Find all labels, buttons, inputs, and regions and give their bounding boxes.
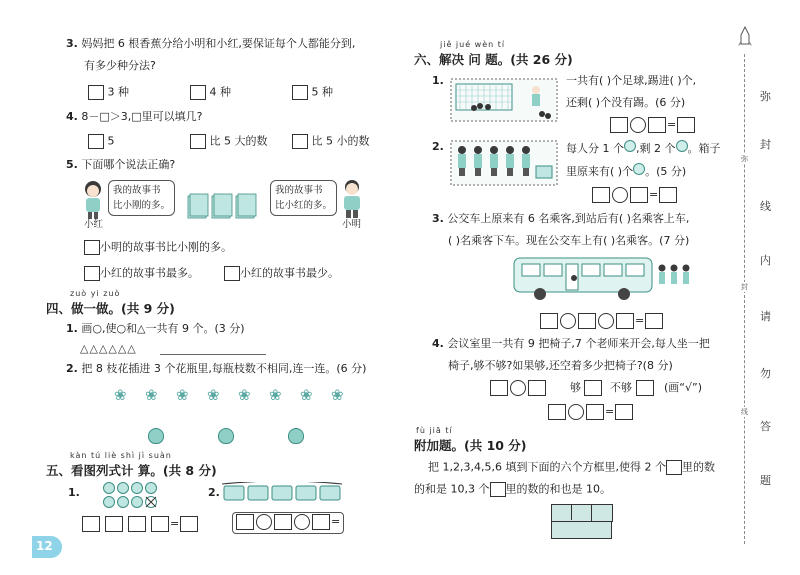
text-part: 里原来有( )个 (566, 165, 634, 178)
question-3 (432, 212, 689, 226)
bubble-line: 我的故事书 (113, 185, 161, 196)
option-label: 比 5 小的数 (311, 134, 370, 148)
boy-illustration (338, 178, 366, 220)
section-pinyin: fù jiā tí (416, 426, 453, 435)
flower-icon[interactable]: ❀ (300, 386, 313, 404)
seal-char: 答 (760, 420, 771, 433)
girl-illustration (80, 180, 106, 220)
flower-icon[interactable]: ❀ (238, 386, 251, 404)
option-label: 3 种 (107, 85, 129, 99)
hint-text: (画“√”) (664, 381, 702, 394)
grid-cell[interactable] (592, 521, 612, 539)
equals-sign: = (635, 314, 645, 327)
vase-icon[interactable] (218, 428, 234, 444)
children-group-illustration (450, 140, 558, 186)
cups-illustration (222, 482, 350, 504)
option-a (88, 134, 115, 149)
question-number: 1. (68, 486, 80, 499)
operator-circle[interactable] (612, 187, 628, 203)
section-pinyin: jiě jué wèn tí (440, 40, 506, 49)
question-4 (432, 337, 710, 351)
flower-icon[interactable]: ❀ (114, 386, 127, 404)
checkbox[interactable] (88, 85, 104, 100)
checkbox[interactable] (224, 266, 240, 281)
bubble-line: 比小红的多。 (275, 200, 333, 211)
question-text: 一共有( )个足球,踢进( )个, (566, 74, 697, 87)
answer-box[interactable] (659, 187, 677, 203)
seal-char: 弥 (760, 90, 771, 103)
not-enough-label: 不够 (610, 381, 632, 394)
not-enough-checkbox[interactable] (636, 380, 654, 396)
section-title: 附加题。(共 10 分) (414, 438, 527, 453)
seal-char: 勿 (760, 367, 771, 380)
checkbox[interactable] (292, 134, 308, 149)
question-text-line2: 椅子,够不够?如果够,还空着多少把椅子?(8 分) (448, 359, 673, 372)
box-icon (666, 460, 682, 475)
checkbox[interactable] (84, 266, 100, 281)
answer-box[interactable] (82, 516, 100, 532)
question-text (566, 140, 721, 156)
equals-sign: = (605, 405, 615, 418)
bubble-line: 我的故事书 (275, 185, 323, 196)
page-number: 12 (36, 539, 53, 553)
section-title: 五、看图列式计 算。(共 8 分) (46, 463, 217, 478)
question-text: 公交车上原来有 6 名乘客,到站后有( )名乘客上车, (447, 212, 690, 225)
section-pinyin: kàn tú liè shì jì suàn (70, 451, 172, 460)
flower-icon[interactable]: ❀ (207, 386, 220, 404)
question-number: 3. (66, 37, 78, 50)
flower-icon[interactable]: ❀ (269, 386, 282, 404)
seal-small-char: 线 (741, 408, 748, 416)
checkbox[interactable] (190, 85, 206, 100)
section-pinyin: zuò yi zuò (70, 289, 121, 298)
option-c (292, 85, 333, 100)
equals-sign: = (331, 515, 341, 528)
option-label: 4 种 (209, 85, 231, 99)
answer-box[interactable] (615, 404, 633, 420)
circles-illustration (102, 481, 160, 511)
question-text: 8－□＞3,□里可以填几? (81, 110, 203, 123)
box-icon (490, 482, 506, 497)
bus-illustration (512, 252, 702, 302)
text-part: ,剩 2 个 (636, 142, 676, 155)
soccer-goal-illustration (450, 78, 558, 122)
option-label: 小红的故事书最多。 (100, 266, 199, 280)
question-4-2 (66, 362, 366, 376)
answer-box[interactable] (312, 514, 330, 530)
answer-box[interactable] (180, 516, 198, 532)
operator-circle[interactable] (568, 404, 584, 420)
seal-dashed-line (744, 54, 745, 544)
operator-circle[interactable] (510, 380, 526, 396)
answer-box[interactable] (616, 313, 634, 329)
name-label-left: 小红 (84, 219, 104, 230)
answer-box[interactable] (586, 404, 604, 420)
question-3 (66, 37, 355, 51)
option-b (190, 85, 231, 100)
speech-bubble-right (270, 180, 337, 216)
answer-box[interactable] (105, 516, 123, 532)
text-part: 每人分 1 个 (566, 142, 624, 155)
answer-box[interactable] (592, 187, 610, 203)
answer-box[interactable] (274, 514, 292, 530)
grid-cell[interactable] (572, 521, 593, 539)
question-text: 会议室里一共有 9 把椅子,7 个老师来开会,每人坐一把 (447, 337, 710, 350)
question-text-line2: ( )名乘客下车。现在公交车上有( )名乘客。(7 分) (448, 234, 690, 247)
extra-text-line2 (414, 482, 611, 497)
option-label: 比 5 大的数 (209, 134, 268, 148)
apple-icon (624, 140, 636, 152)
option-a (84, 240, 232, 255)
text-part: 里的数的和也是 10。 (505, 482, 611, 496)
option-label: 5 (107, 134, 115, 148)
question-number: 2. (208, 486, 220, 499)
section-title: 四、做一做。(共 9 分) (46, 301, 175, 316)
text-part: 的和是 10,3 个 (414, 482, 490, 496)
grid-cell[interactable] (591, 504, 613, 522)
question-text: 画○,使○和△一共有 9 个。(3 分) (81, 322, 245, 335)
operator-circle[interactable] (294, 514, 310, 530)
extra-text-line1 (428, 460, 715, 475)
checkbox[interactable] (88, 134, 104, 149)
question-text-line2: 还剩( )个没有踢。(6 分) (566, 96, 686, 109)
checkbox[interactable] (190, 134, 206, 149)
question-number: 4. (66, 110, 78, 123)
question-number: 5. (66, 158, 78, 171)
answer-box[interactable] (528, 380, 546, 396)
question-number: 2. (66, 362, 78, 375)
section-title: 六、解决 问 题。(共 26 分) (414, 52, 573, 67)
bubble-line: 比小刚的多。 (113, 200, 171, 211)
vase-icon[interactable] (288, 428, 304, 444)
question-text: 妈妈把 6 根香蕉分给小明和小红,要保证每个人都能分到, (81, 37, 356, 50)
equals-sign: = (667, 118, 677, 131)
checkbox[interactable] (292, 85, 308, 100)
option-label: 小明的故事书比小刚的多。 (100, 240, 232, 254)
operator-circle[interactable] (598, 313, 614, 329)
answer-box[interactable] (648, 117, 666, 133)
answer-box[interactable] (677, 117, 695, 133)
answer-box[interactable] (236, 514, 254, 530)
speech-bubble-left (108, 180, 175, 216)
answer-line[interactable] (160, 354, 266, 355)
answer-box[interactable] (645, 313, 663, 329)
answer-box[interactable] (490, 380, 508, 396)
option-b (190, 134, 268, 149)
seal-char: 请 (760, 310, 771, 323)
equals-sign: = (170, 517, 180, 530)
option-c (224, 266, 339, 281)
answer-box[interactable] (548, 404, 566, 420)
question-number: 1. (432, 74, 444, 87)
question-number: 1. (66, 322, 78, 335)
question-text: 把 8 枝花插进 3 个花瓶里,每瓶枝数不相同,连一连。(6 分) (81, 362, 367, 375)
option-b (84, 266, 199, 281)
option-label: 小红的故事书最少。 (240, 266, 339, 280)
seal-small-char: 弥 (741, 155, 748, 163)
operator-circle[interactable] (560, 313, 576, 329)
answer-box[interactable] (540, 313, 558, 329)
flower-icon[interactable]: ❀ (331, 386, 344, 404)
text-part: 。(5 分) (645, 165, 687, 178)
question-number: 2. (432, 140, 444, 153)
vase-icon[interactable] (148, 428, 164, 444)
text-part: 里的数 (681, 460, 715, 474)
option-label: 5 种 (311, 85, 333, 99)
answer-box[interactable] (630, 187, 648, 203)
operator-circle[interactable] (256, 514, 272, 530)
enough-label: 够 (570, 381, 581, 394)
question-text: 下面哪个说法正确? (81, 158, 176, 171)
equals-sign: = (649, 188, 659, 201)
enough-checkbox[interactable] (584, 380, 602, 396)
answer-box[interactable] (610, 117, 628, 133)
option-c (292, 134, 370, 149)
question-number: 3. (432, 212, 444, 225)
text-part: 把 1,2,3,4,5,6 填到下面的六个方框里,使得 2 个 (428, 460, 666, 474)
seal-small-char: 封 (741, 283, 748, 291)
answer-box[interactable] (128, 516, 146, 532)
rocket-icon (738, 26, 752, 50)
question-5 (66, 158, 175, 172)
question-number: 4. (432, 337, 444, 350)
grid-divider (571, 504, 592, 520)
flower-icon[interactable]: ❀ (176, 386, 189, 404)
seal-char: 题 (760, 474, 771, 487)
answer-box[interactable] (578, 313, 596, 329)
checkbox[interactable] (84, 240, 100, 255)
name-label-right: 小明 (342, 219, 362, 230)
question-4 (66, 110, 202, 124)
triangle-row: △△△△△△ (80, 342, 137, 355)
question-text-line2: 有多少种分法? (84, 59, 156, 72)
question-4-1 (66, 322, 245, 336)
question-text-line2 (566, 163, 686, 179)
seal-char: 线 (760, 200, 771, 213)
apple-icon (633, 163, 645, 175)
text-part: 。箱子 (687, 142, 721, 155)
books-stack-illustration (186, 192, 260, 222)
grid-cell[interactable] (551, 521, 573, 539)
seal-char: 内 (760, 254, 771, 267)
seal-char: 封 (760, 138, 771, 151)
operator-circle[interactable] (630, 117, 646, 133)
answer-box[interactable] (151, 516, 169, 532)
option-a (88, 85, 129, 100)
flower-icon[interactable]: ❀ (145, 386, 158, 404)
apple-icon (676, 140, 688, 152)
